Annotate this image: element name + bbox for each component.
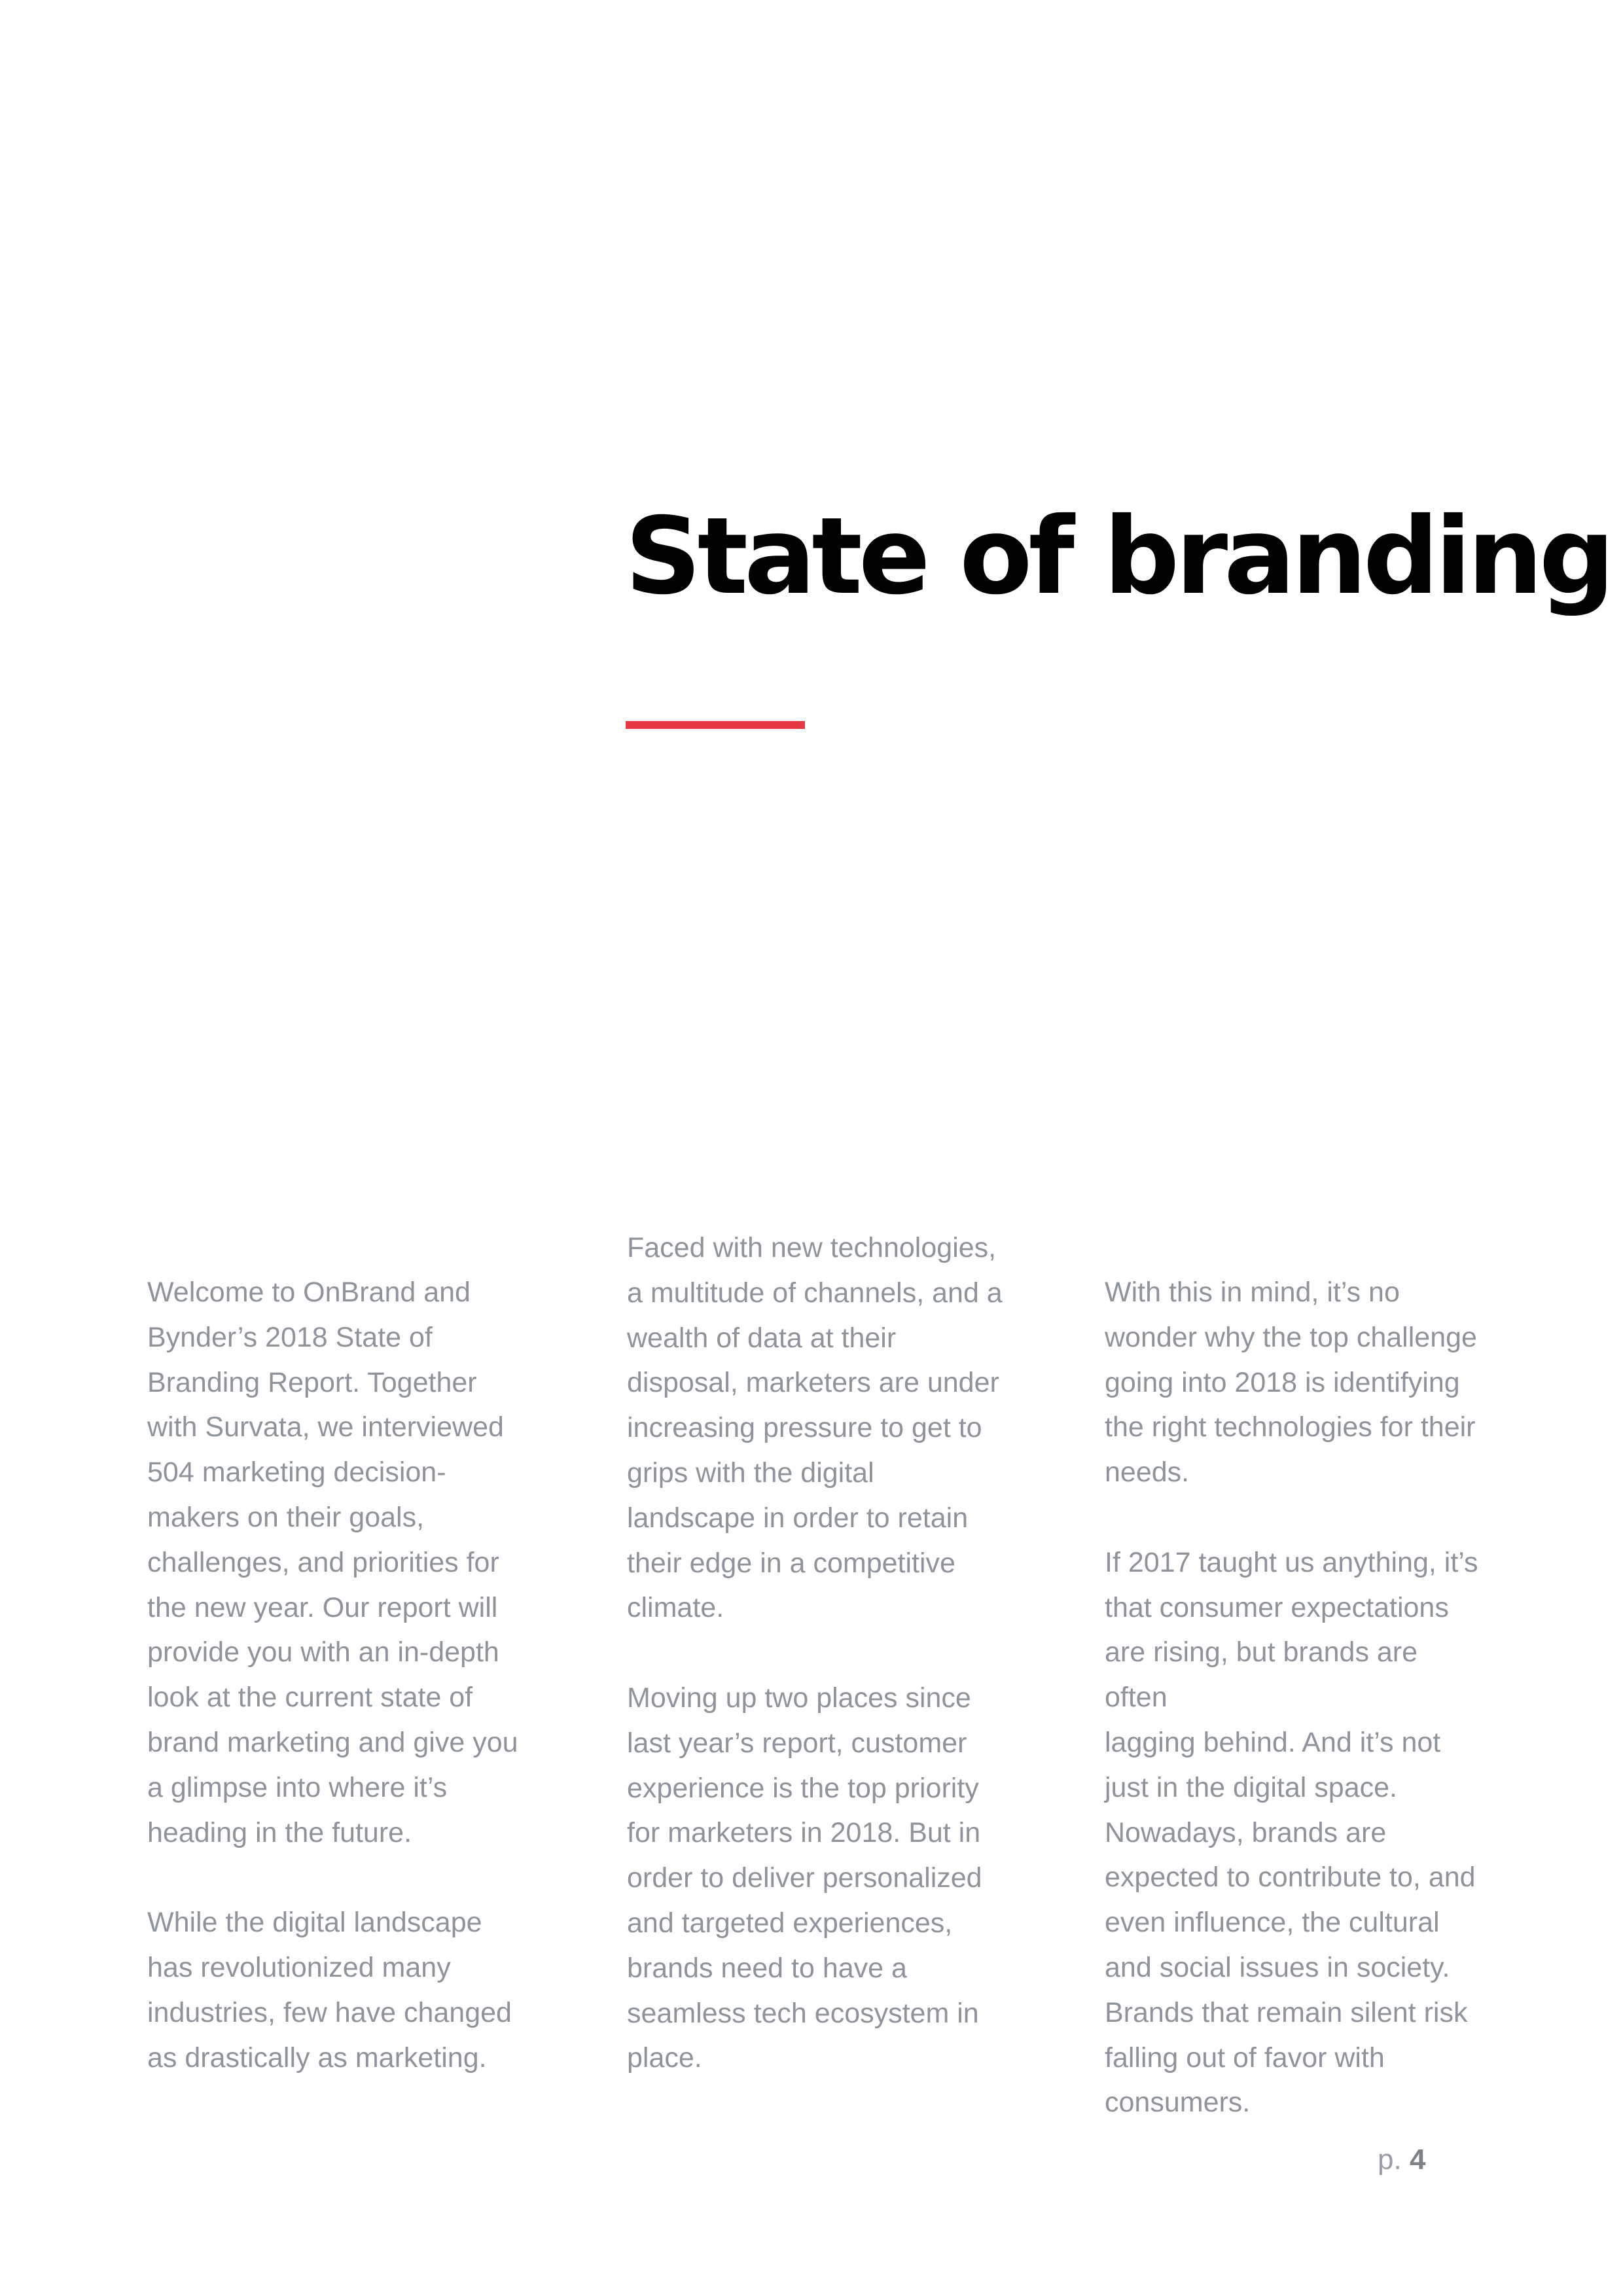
intro-paragraph: Welcome to OnBrand and Bynder’s 2018 State of Branding Report. Together with Survata, we interviewed 504 marketing decision- makers on their goals, challenges, and priorities for the new year. Our report will provide you with an in-depth look at the current state of brand marketing and give you a glimpse into where it’s heading in the future. bbox=[147, 1277, 518, 1848]
page-number bbox=[1378, 2144, 1425, 2176]
digital-landscape-paragraph: While the digital landscape has revolutionized many industries, few have changed as drastically as marketing. bbox=[147, 1907, 512, 2074]
top-challenge-paragraph: With this in mind, it’s no wonder why the top challenge going into 2018 is identifying the right technologies for their needs. bbox=[1105, 1277, 1477, 1489]
page-number-prefix: p. bbox=[1378, 2144, 1402, 2176]
text-column-2 bbox=[627, 1226, 1007, 2081]
consumer-expectations-paragraph: If 2017 taught us anything, it’s that consumer expectations are rising, but brands are often lagging behind. And it’s not just in the digital space. Nowadays, brands are expected to contribute to, and even influence, the cultural and social issues in society. Brands that remain silent risk falling out of favor with consumers. bbox=[1105, 1546, 1478, 2119]
text-column-1 bbox=[147, 1270, 527, 2080]
page-title: State of branding bbox=[625, 495, 1611, 618]
title-underline-rule bbox=[626, 721, 805, 729]
new-technologies-paragraph: Faced with new technologies, a multitude of channels, and a wealth of data at their disposal, marketers are under increasing pressure to get to grips with the digital landscape in order to retain their edge in a competitive climate. bbox=[627, 1232, 1003, 1624]
text-column-3 bbox=[1105, 1270, 1484, 2125]
page-number-value: 4 bbox=[1409, 2144, 1426, 2176]
customer-experience-paragraph: Moving up two places since last year’s report, customer experience is the top priority for marketers in 2018. But in order to deliver personalized and targeted experiences, brands need to have a seamless tech ecosystem in place. bbox=[627, 1682, 982, 2074]
